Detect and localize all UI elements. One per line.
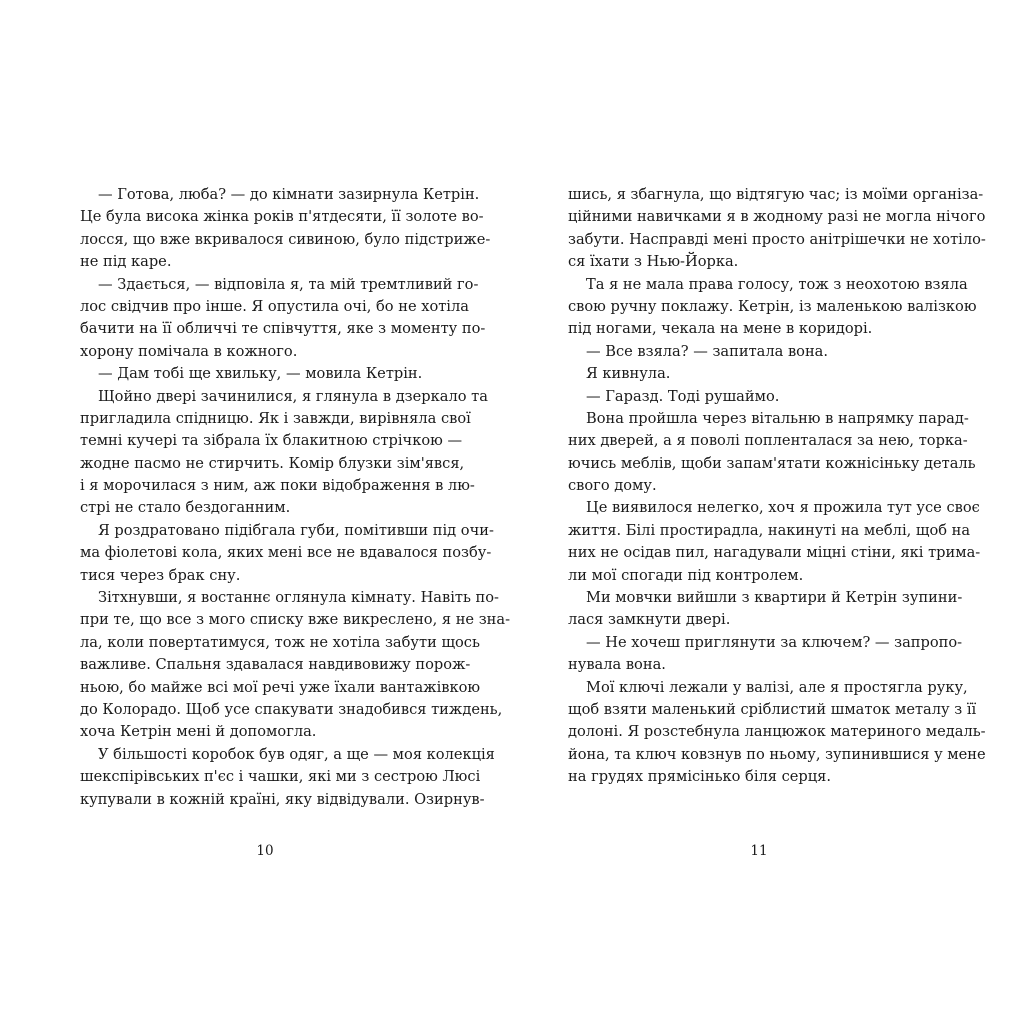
text-line: ньою, бо майже всі мої речі уже їхали вантажівкою	[80, 678, 481, 696]
text-line: — Гаразд. Тоді рушаймо.	[586, 387, 780, 405]
text-line: долоні. Я розстебнула ланцюжок материного медаль-	[568, 723, 986, 741]
text-line: — Здається, — відповіла я, та мій тремтливий го-	[98, 275, 479, 293]
left-page-number: 10	[256, 843, 274, 859]
text-line: темні кучері та зібрала їх блакитною стрічкою —	[80, 432, 463, 450]
text-line: забути. Насправді мені просто анітрішечки не хотіло-	[568, 230, 986, 248]
text-line: тися через брак сну.	[80, 566, 241, 584]
text-line: ма фіолетові кола, яких мені все не вдавалося позбу-	[80, 544, 492, 562]
right-page-number: 11	[750, 843, 768, 859]
text-line: Ми мовчки вийшли з квартири й Кетрін зупини-	[586, 589, 963, 607]
text-line: на грудях прямісінько біля серця.	[568, 768, 832, 786]
text-line: Мої ключі лежали у валізі, але я простягла руку,	[586, 678, 968, 696]
text-line: хорону помічала в кожного.	[80, 342, 298, 360]
text-line: — Не хочеш приглянути за ключем? — запропо-	[586, 633, 963, 651]
text-line: і я морочилася з ним, аж поки відображення в лю-	[80, 477, 475, 495]
text-line: Я кивнула.	[586, 365, 671, 383]
text-line: шекспірівських п'єс і чашки, які ми з сестрою Люсі	[80, 768, 481, 786]
text-line: бачити на її обличчі те співчуття, яке з моменту по-	[80, 320, 486, 338]
text-line: життя. Білі простирадла, накинуті на меблі, щоб на	[568, 521, 971, 539]
text-line: під ногами, чекала на мене в коридорі.	[568, 320, 873, 338]
text-line: щоб взяти маленький сріблистий шматок металу з її	[568, 700, 977, 718]
text-line: лосся, що вже вкривалося сивиною, було підстриже-	[80, 230, 491, 248]
left-page-text	[80, 184, 511, 811]
text-line: ся їхати з Нью-Йорка.	[568, 253, 739, 271]
text-line: Я роздратовано підібгала губи, помітивши під очи-	[98, 521, 494, 539]
text-line: них дверей, а я поволі попленталася за нею, торка-	[568, 432, 968, 450]
text-line: хоча Кетрін мені й допомогла.	[80, 723, 317, 741]
text-line: жодне пасмо не стирчить. Комір блузки зім'явся,	[80, 454, 465, 472]
text-line: важливе. Спальня здавалася навдивовижу порож-	[80, 656, 471, 674]
text-line: ла, коли повертатимуся, тож не хотіла забути щось	[80, 633, 480, 651]
text-line: Та я не мала права голосу, тож з неохотою взяла	[586, 275, 968, 293]
text-line: купували в кожній країні, яку відвідували. Озирнув-	[80, 790, 485, 808]
text-line: Вона пройшла через вітальню в напрямку парад-	[586, 409, 969, 427]
text-line: У більшості коробок був одяг, а ще — моя колекція	[98, 745, 495, 763]
text-line: нувала вона.	[568, 656, 666, 674]
text-line: при те, що все з мого списку вже викреслено, я не зна-	[80, 611, 511, 629]
text-line: — Дам тобі ще хвильку, — мовила Кетрін.	[98, 365, 423, 383]
text-line: Зітхнувши, я востаннє оглянула кімнату. Навіть по-	[98, 589, 499, 607]
text-line: до Колорадо. Щоб усе спакувати знадобився тиждень,	[80, 700, 503, 718]
text-line: стрі не стало бездоганним.	[80, 499, 291, 517]
right-page-text	[568, 184, 986, 789]
text-line: Це виявилося нелегко, хоч я прожила тут усе своє	[586, 499, 980, 517]
text-line: — Все взяла? — запитала вона.	[586, 342, 829, 360]
text-line: лася замкнути двері.	[568, 611, 731, 629]
text-line: них не осідав пил, нагадували міцні стіни, які трима-	[568, 544, 981, 562]
text-line: ційними навичками я в жодному разі не могла нічого	[568, 208, 986, 226]
text-line: ли мої спогади під контролем.	[568, 566, 804, 584]
text-line: пригладила спідницю. Як і завжди, вирівняла свої	[80, 409, 471, 427]
text-line: свою ручну поклажу. Кетрін, із маленькою валізкою	[568, 297, 977, 315]
text-line: Щойно двері зачинилися, я глянула в дзеркало та	[98, 387, 488, 405]
text-line: ючись меблів, щоби запам'ятати кожнісіньку деталь	[568, 454, 976, 472]
text-line: лос свідчив про інше. Я опустила очі, бо не хотіла	[80, 297, 469, 315]
text-line: Це була висока жінка років п'ятдесяти, її золоте во-	[80, 208, 484, 226]
text-line: свого дому.	[568, 477, 657, 495]
text-line: шись, я збагнула, що відтягую час; із моїми організа-	[568, 186, 984, 203]
text-line: не під каре.	[80, 253, 172, 271]
text-line: — Готова, люба? — до кімнати зазирнула Кетрін.	[98, 186, 480, 203]
text-line: йона, та ключ ковзнув по ньому, зупинившися у мене	[568, 745, 986, 763]
